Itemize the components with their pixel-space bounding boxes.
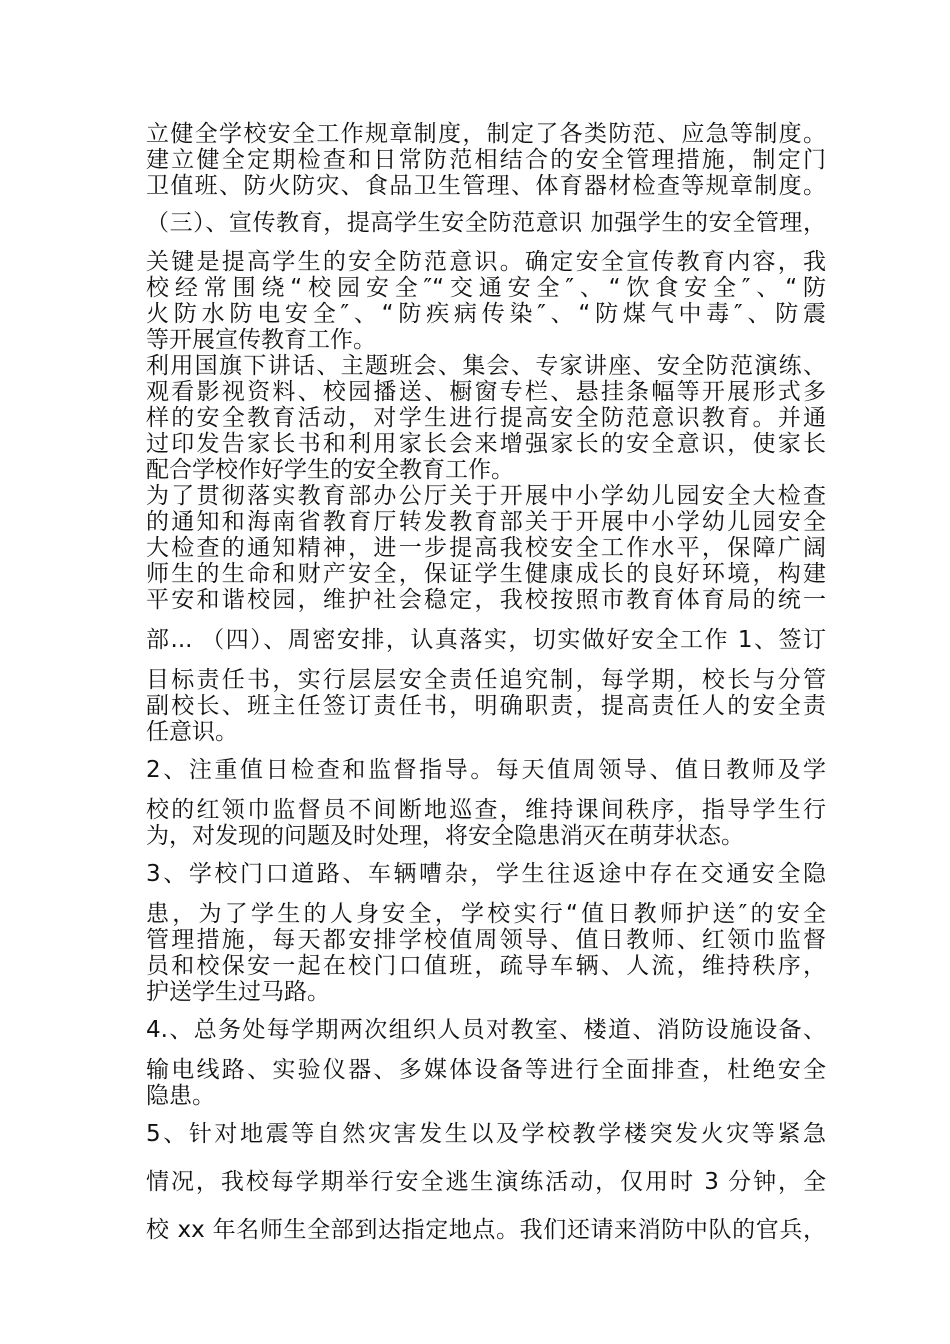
- text-line: 员和校保安一起在校门口值班，疏导车辆、人流，维持秩序，: [146, 953, 826, 979]
- text-line: 火防水防电安全″、“防疾病传染″、“防煤气中毒″、防震: [146, 301, 826, 327]
- text-line: 的通知和海南省教育厅转发教育部关于开展中小学幼儿园安全: [146, 509, 826, 535]
- text-line: （三）、宣传教育，提高学生安全防范意识 加强学生的安全管理，: [146, 210, 826, 236]
- text-line: 部... （四）、周密安排，认真落实，切实做好安全工作 1、签订: [146, 627, 826, 653]
- text-line: 为，对发现的问题及时处理，将安全隐患消灭在萌芽状态。: [146, 823, 744, 849]
- text-line: 2、注重值日检查和监督指导。每天值周领导、值日教师及学: [146, 757, 826, 783]
- text-line: 副校长、班主任签订责任书，明确职责，提高责任人的安全责: [146, 693, 826, 719]
- text-line: 任意识。: [146, 719, 238, 745]
- text-line: 隐患。: [146, 1083, 215, 1109]
- text-line: 校的红领巾监督员不间断地巡查，维持课间秩序，指导学生行: [146, 797, 826, 823]
- text-line: 样的安全教育活动，对学生进行提高安全防范意识教育。并通: [146, 405, 826, 431]
- text-line: 关键是提高学生的安全防范意识。确定安全宣传教育内容，我: [146, 249, 826, 275]
- text-line: 配合学校作好学生的安全教育工作。: [146, 457, 514, 483]
- text-line: 平安和谐校园，维护社会稳定，我校按照市教育体育局的统一: [146, 587, 826, 613]
- text-line: 管理措施，每天都安排学校值周领导、值日教师、红领巾监督: [146, 927, 826, 953]
- text-line: 观看影视资料、校园播送、橱窗专栏、悬挂条幅等开展形式多: [146, 379, 826, 405]
- text-line: 卫值班、防火防灾、食品卫生管理、体育器材检查等规章制度。: [146, 173, 826, 199]
- text-line: 校经常围绕“校园安全″“交通安全″、“饮食安全″、“防: [146, 275, 826, 301]
- text-line: 大检查的通知精神，进一步提高我校安全工作水平，保障广阔: [146, 535, 826, 561]
- text-line: 护送学生过马路。: [146, 979, 330, 1005]
- text-line: 患，为了学生的人身安全，学校实行“值日教师护送″的安全: [146, 901, 826, 927]
- text-line: 情况，我校每学期举行安全逃生演练活动，仅用时 3 分钟，全: [146, 1169, 826, 1195]
- text-line: 等开展宣传教育工作。: [146, 327, 376, 353]
- text-line: 过印发告家长书和利用家长会来增强家长的安全意识，使家长: [146, 431, 826, 457]
- text-line: 校 xx 年名师生全部到达指定地点。我们还请来消防中队的官兵，: [146, 1217, 826, 1243]
- text-line: 为了贯彻落实教育部办公厅关于开展中小学幼儿园安全大检查: [146, 483, 826, 509]
- text-line: 4.、总务处每学期两次组织人员对教室、楼道、消防设施设备、: [146, 1017, 826, 1043]
- text-line: 5、针对地震等自然灾害发生以及学校教学楼突发火灾等紧急: [146, 1121, 826, 1147]
- text-line: 建立健全定期检查和日常防范相结合的安全管理措施，制定门: [146, 147, 826, 173]
- text-line: 3、学校门口道路、车辆嘈杂，学生往返途中存在交通安全隐: [146, 861, 826, 887]
- text-line: 利用国旗下讲话、主题班会、集会、专家讲座、安全防范演练、: [146, 353, 826, 379]
- text-line: 师生的生命和财产安全，保证学生健康成长的良好环境，构建: [146, 561, 826, 587]
- text-line: 目标责任书，实行层层安全责任追究制，每学期，校长与分管: [146, 667, 826, 693]
- text-line: 立健全学校安全工作规章制度，制定了各类防范、应急等制度。: [146, 121, 826, 147]
- text-line: 输电线路、实验仪器、多媒体设备等进行全面排查，杜绝安全: [146, 1057, 826, 1083]
